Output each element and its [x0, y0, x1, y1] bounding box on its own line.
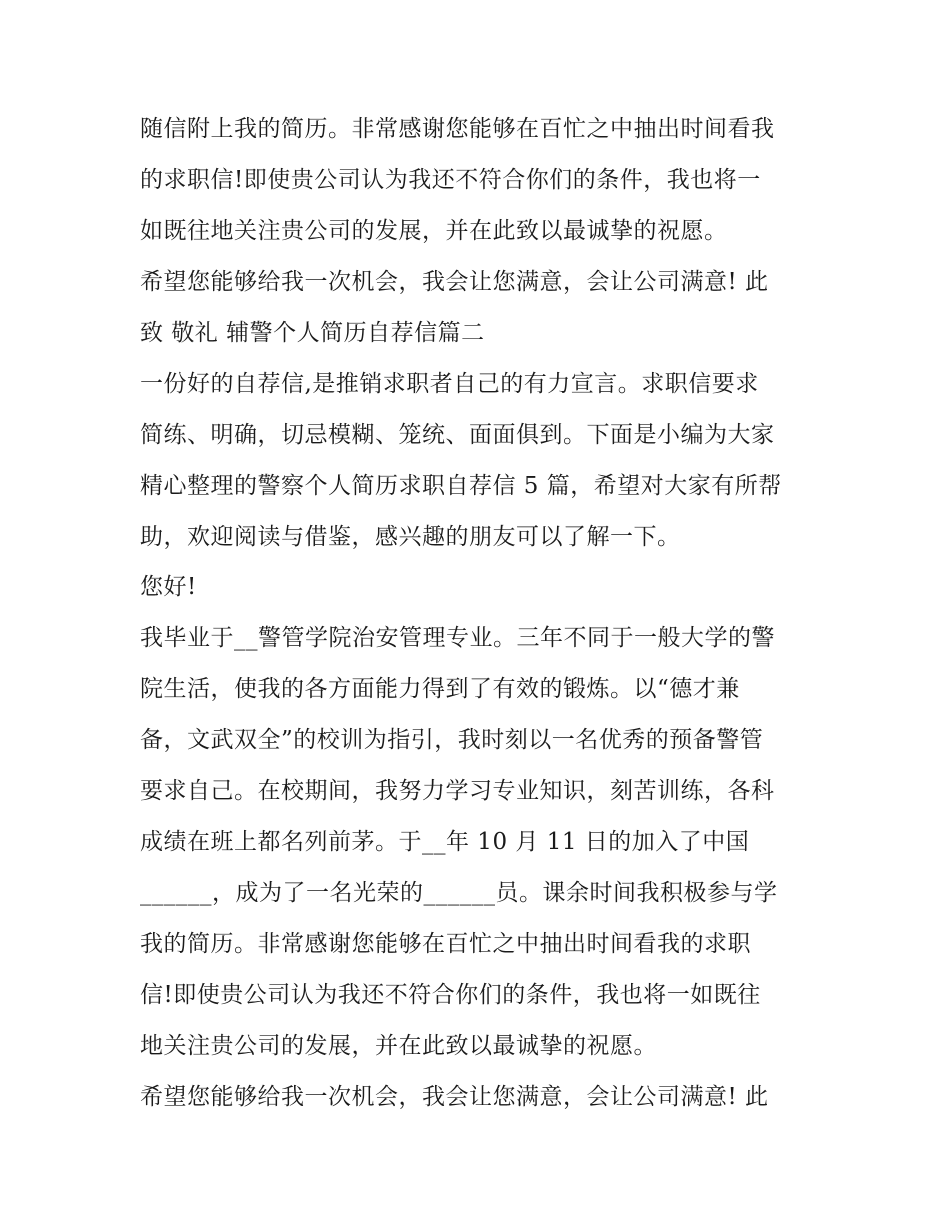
- greeting-line: 您好!: [140, 574, 197, 600]
- paragraph-line: 一份好的自荐信,是推销求职者自己的有力宣言。求职信要求: [140, 371, 759, 397]
- section-heading-line: 致 敬礼 辅警个人简历自荐信篇二: [140, 320, 485, 346]
- paragraph-line: 备，文武双全”的校训为指引，我时刻以一名优秀的预备警管: [140, 727, 764, 753]
- paragraph-line: 我毕业于__警管学院治安管理专业。三年不同于一般大学的警: [140, 625, 775, 651]
- paragraph-line: 随信附上我的简历。非常感谢您能够在百忙之中抽出时间看我: [140, 116, 775, 142]
- paragraph-line: ______，成为了一名光荣的______员。课余时间我积极参与学: [140, 880, 778, 906]
- paragraph-line: 院生活，使我的各方面能力得到了有效的锻炼。以“德才兼: [140, 676, 740, 702]
- paragraph-line: 要求自己。在校期间，我努力学习专业知识，刻苦训练，各科: [140, 778, 775, 804]
- paragraph-line: 地关注贵公司的发展，并在此致以最诚挚的祝愿。: [140, 1033, 657, 1059]
- paragraph-line: 我的简历。非常感谢您能够在百忙之中抽出时间看我的求职: [140, 931, 751, 957]
- paragraph-line: 成绩在班上都名列前茅。于__年 10 月 11 日的加入了中国: [140, 829, 750, 855]
- paragraph-line: 信!即使贵公司认为我还不符合你们的条件，我也将一如既往: [140, 982, 761, 1008]
- paragraph-line: 的求职信!即使贵公司认为我还不符合你们的条件，我也将一: [140, 167, 761, 193]
- paragraph-line: 精心整理的警察个人简历求职自荐信 5 篇，希望对大家有所帮: [140, 473, 782, 499]
- paragraph-line: 如既往地关注贵公司的发展，并在此致以最诚挚的祝愿。: [140, 218, 728, 244]
- paragraph-line: 简练、明确，切忌模糊、笼统、面面俱到。下面是小编为大家: [140, 422, 775, 448]
- paragraph-line: 希望您能够给我一次机会，我会让您满意，会让公司满意! 此: [140, 1084, 769, 1110]
- paragraph-line: 希望您能够给我一次机会，我会让您满意，会让公司满意! 此: [140, 269, 769, 295]
- paragraph-line: 助，欢迎阅读与借鉴，感兴趣的朋友可以了解一下。: [140, 524, 681, 550]
